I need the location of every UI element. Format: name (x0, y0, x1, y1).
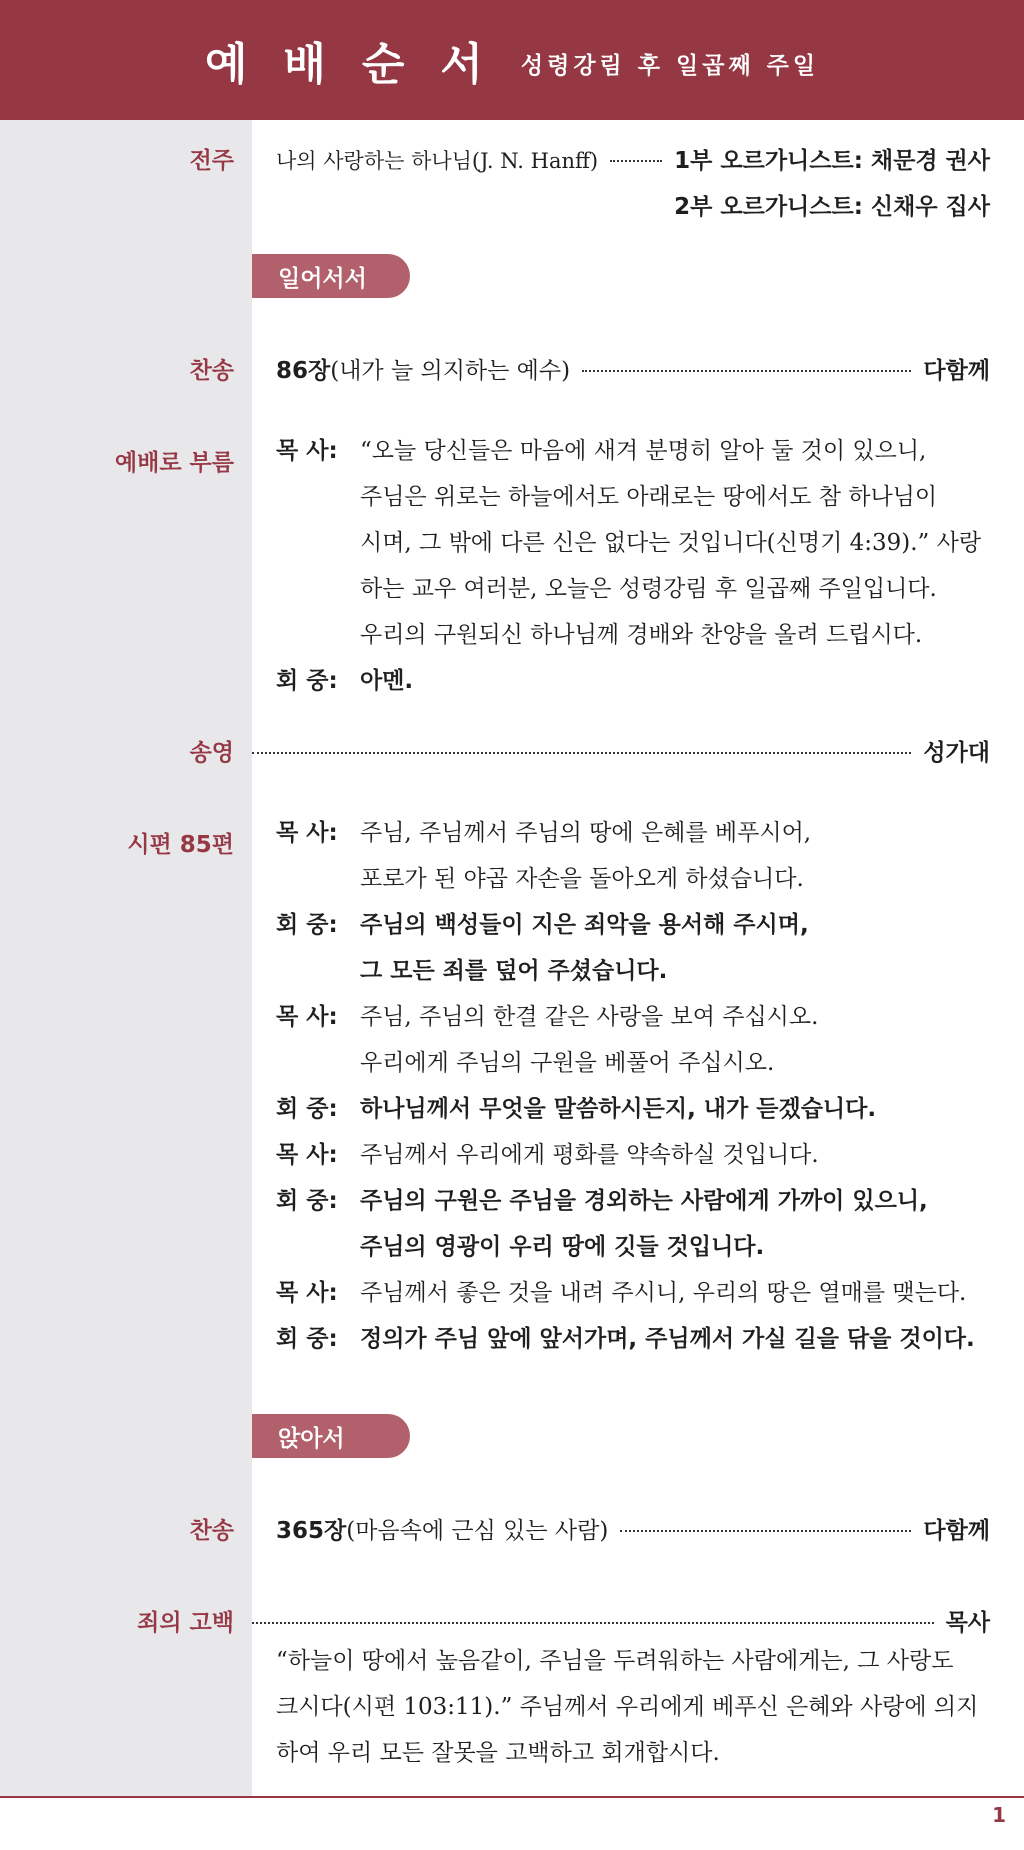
psalm-line-text: 주님, 주님의 한결 같은 사랑을 보여 주십시오. (360, 1004, 819, 1030)
stand-badge: 일어서서 (252, 254, 410, 298)
dotted-leader (620, 1530, 911, 1532)
psalm-line (276, 1182, 992, 1228)
call-line: 우리의 구원되신 하나님께 경배와 찬양을 올려 드립시다. (360, 622, 923, 648)
psalm-label: 시편 85편 (127, 832, 234, 858)
speaker: 회 중: (276, 912, 338, 938)
psalm-line-text: 그 모든 죄를 덮어 주셨습니다. (360, 958, 668, 984)
speaker: 회 중: (276, 1326, 338, 1352)
sit-badge: 앉아서 (252, 1414, 410, 1458)
hymn1-row (276, 352, 990, 385)
prelude-row-2 (276, 188, 990, 221)
psalm-line (276, 952, 992, 998)
hymn1-number: 86장 (276, 358, 331, 384)
confession-row (252, 1604, 990, 1637)
confession-performer: 목사 (945, 1610, 990, 1636)
hymn2-performer: 다함께 (923, 1518, 990, 1544)
page-subtitle: 성령강림 후 일곱째 주일 (520, 52, 820, 79)
call-label: 예배로 부름 (114, 450, 234, 476)
call-response: 아멘. (360, 668, 414, 694)
speaker: 회 중: (276, 1096, 338, 1122)
page-header (0, 0, 1024, 120)
psalm-line (276, 1136, 992, 1182)
psalm-line (276, 860, 992, 906)
psalm-line-text: 주님의 구원은 주님을 경외하는 사람에게 가까이 있으니, (360, 1188, 928, 1214)
psalm-line (276, 814, 992, 860)
prelude-label: 전주 (189, 148, 234, 174)
psalm-line (276, 1228, 992, 1274)
prelude-title: 나의 사랑하는 하나님(J. N. Hanff) (276, 149, 599, 173)
call-line: 시며, 그 밖에 다른 신은 없다는 것입니다(신명기 4:39).” 사랑 (360, 530, 982, 556)
psalm-line-text: 주님의 영광이 우리 땅에 깃들 것입니다. (360, 1234, 765, 1260)
speaker: 목 사: (276, 1280, 338, 1306)
call-line: 하는 교우 여러분, 오늘은 성령강림 후 일곱째 주일입니다. (360, 576, 937, 602)
page-title: 예배순서 (204, 39, 519, 90)
psalm-line (276, 998, 992, 1044)
call-line: “오늘 당신들은 마음에 새겨 분명히 알아 둘 것이 있으니, (360, 438, 927, 464)
confession-label: 죄의 고백 (137, 1610, 234, 1636)
psalm-line-text: 주님, 주님께서 주님의 땅에 은혜를 베푸시어, (360, 820, 812, 846)
dotted-leader (610, 160, 662, 162)
confession-line: 크시다(시편 103:11).” 주님께서 우리에게 베푸신 은혜와 사랑에 의지 (276, 1694, 979, 1720)
psalm-line (276, 906, 992, 952)
call-pastor-line (276, 616, 992, 662)
prelude-performer-2: 2부 오르가니스트: 신채우 집사 (674, 194, 990, 220)
dotted-leader (252, 752, 911, 754)
call-pastor-line (276, 570, 992, 616)
call-pastor-line (276, 478, 992, 524)
prelude-performer-1: 1부 오르가니스트: 채문경 권사 (674, 148, 990, 174)
doxology-performer: 성가대 (923, 740, 990, 766)
speaker: 목 사: (276, 1142, 338, 1168)
psalm-line (276, 1090, 992, 1136)
doxology-label: 송영 (189, 740, 234, 766)
psalm-line-text: 주님께서 좋은 것을 내려 주시니, 우리의 땅은 열매를 맺는다. (360, 1280, 967, 1306)
call-pastor-line (276, 524, 992, 570)
hymn2-row (276, 1512, 990, 1545)
hymn2-number: 365장 (276, 1518, 347, 1544)
psalm-line-text: 우리에게 주님의 구원을 베풀어 주십시오. (360, 1050, 775, 1076)
confession-text (276, 1638, 992, 1776)
speaker: 목 사: (276, 438, 338, 464)
speaker: 목 사: (276, 820, 338, 846)
speaker: 회 중: (276, 1188, 338, 1214)
psalm-line (276, 1044, 992, 1090)
psalm-line-text: 포로가 된 야곱 자손을 돌아오게 하셨습니다. (360, 866, 804, 892)
prelude-row (276, 142, 990, 175)
dotted-leader (582, 370, 911, 372)
footer-rule (0, 1796, 1024, 1798)
speaker: 목 사: (276, 1004, 338, 1030)
psalm-line-text: 정의가 주님 앞에 앞서가며, 주님께서 가실 길을 닦을 것이다. (360, 1326, 975, 1352)
psalm-line-text: 하나님께서 무엇을 말씀하시든지, 내가 듣겠습니다. (360, 1096, 877, 1122)
psalm-line-text: 주님께서 우리에게 평화를 약속하실 것입니다. (360, 1142, 819, 1168)
hymn1-performer: 다함께 (923, 358, 990, 384)
hymn2-title: (마음속에 근심 있는 사람) (346, 1518, 609, 1544)
confession-line: 하여 우리 모든 잘못을 고백하고 회개합시다. (276, 1740, 720, 1766)
dotted-leader (252, 1622, 934, 1624)
psalm-line-text: 주님의 백성들이 지은 죄악을 용서해 주시며, (360, 912, 809, 938)
hymn2-label: 찬송 (189, 1518, 234, 1544)
call-line: 주님은 위로는 하늘에서도 아래로는 땅에서도 참 하나님이 (360, 484, 938, 510)
doxology-row (252, 734, 990, 767)
hymn1-label: 찬송 (189, 358, 234, 384)
call-dialogue (276, 432, 992, 708)
psalm-line (276, 1320, 992, 1366)
psalm-responsive-reading (276, 814, 992, 1366)
page-number: 1 (992, 1803, 1006, 1827)
call-pastor-line (276, 432, 992, 478)
speaker: 회 중: (276, 668, 338, 694)
hymn1-title: (내가 늘 의지하는 예수) (330, 358, 571, 384)
confession-line: “하늘이 땅에서 높음같이, 주님을 두려워하는 사람에게는, 그 사랑도 (276, 1648, 954, 1674)
call-congregation-line (276, 662, 992, 708)
psalm-line (276, 1274, 992, 1320)
